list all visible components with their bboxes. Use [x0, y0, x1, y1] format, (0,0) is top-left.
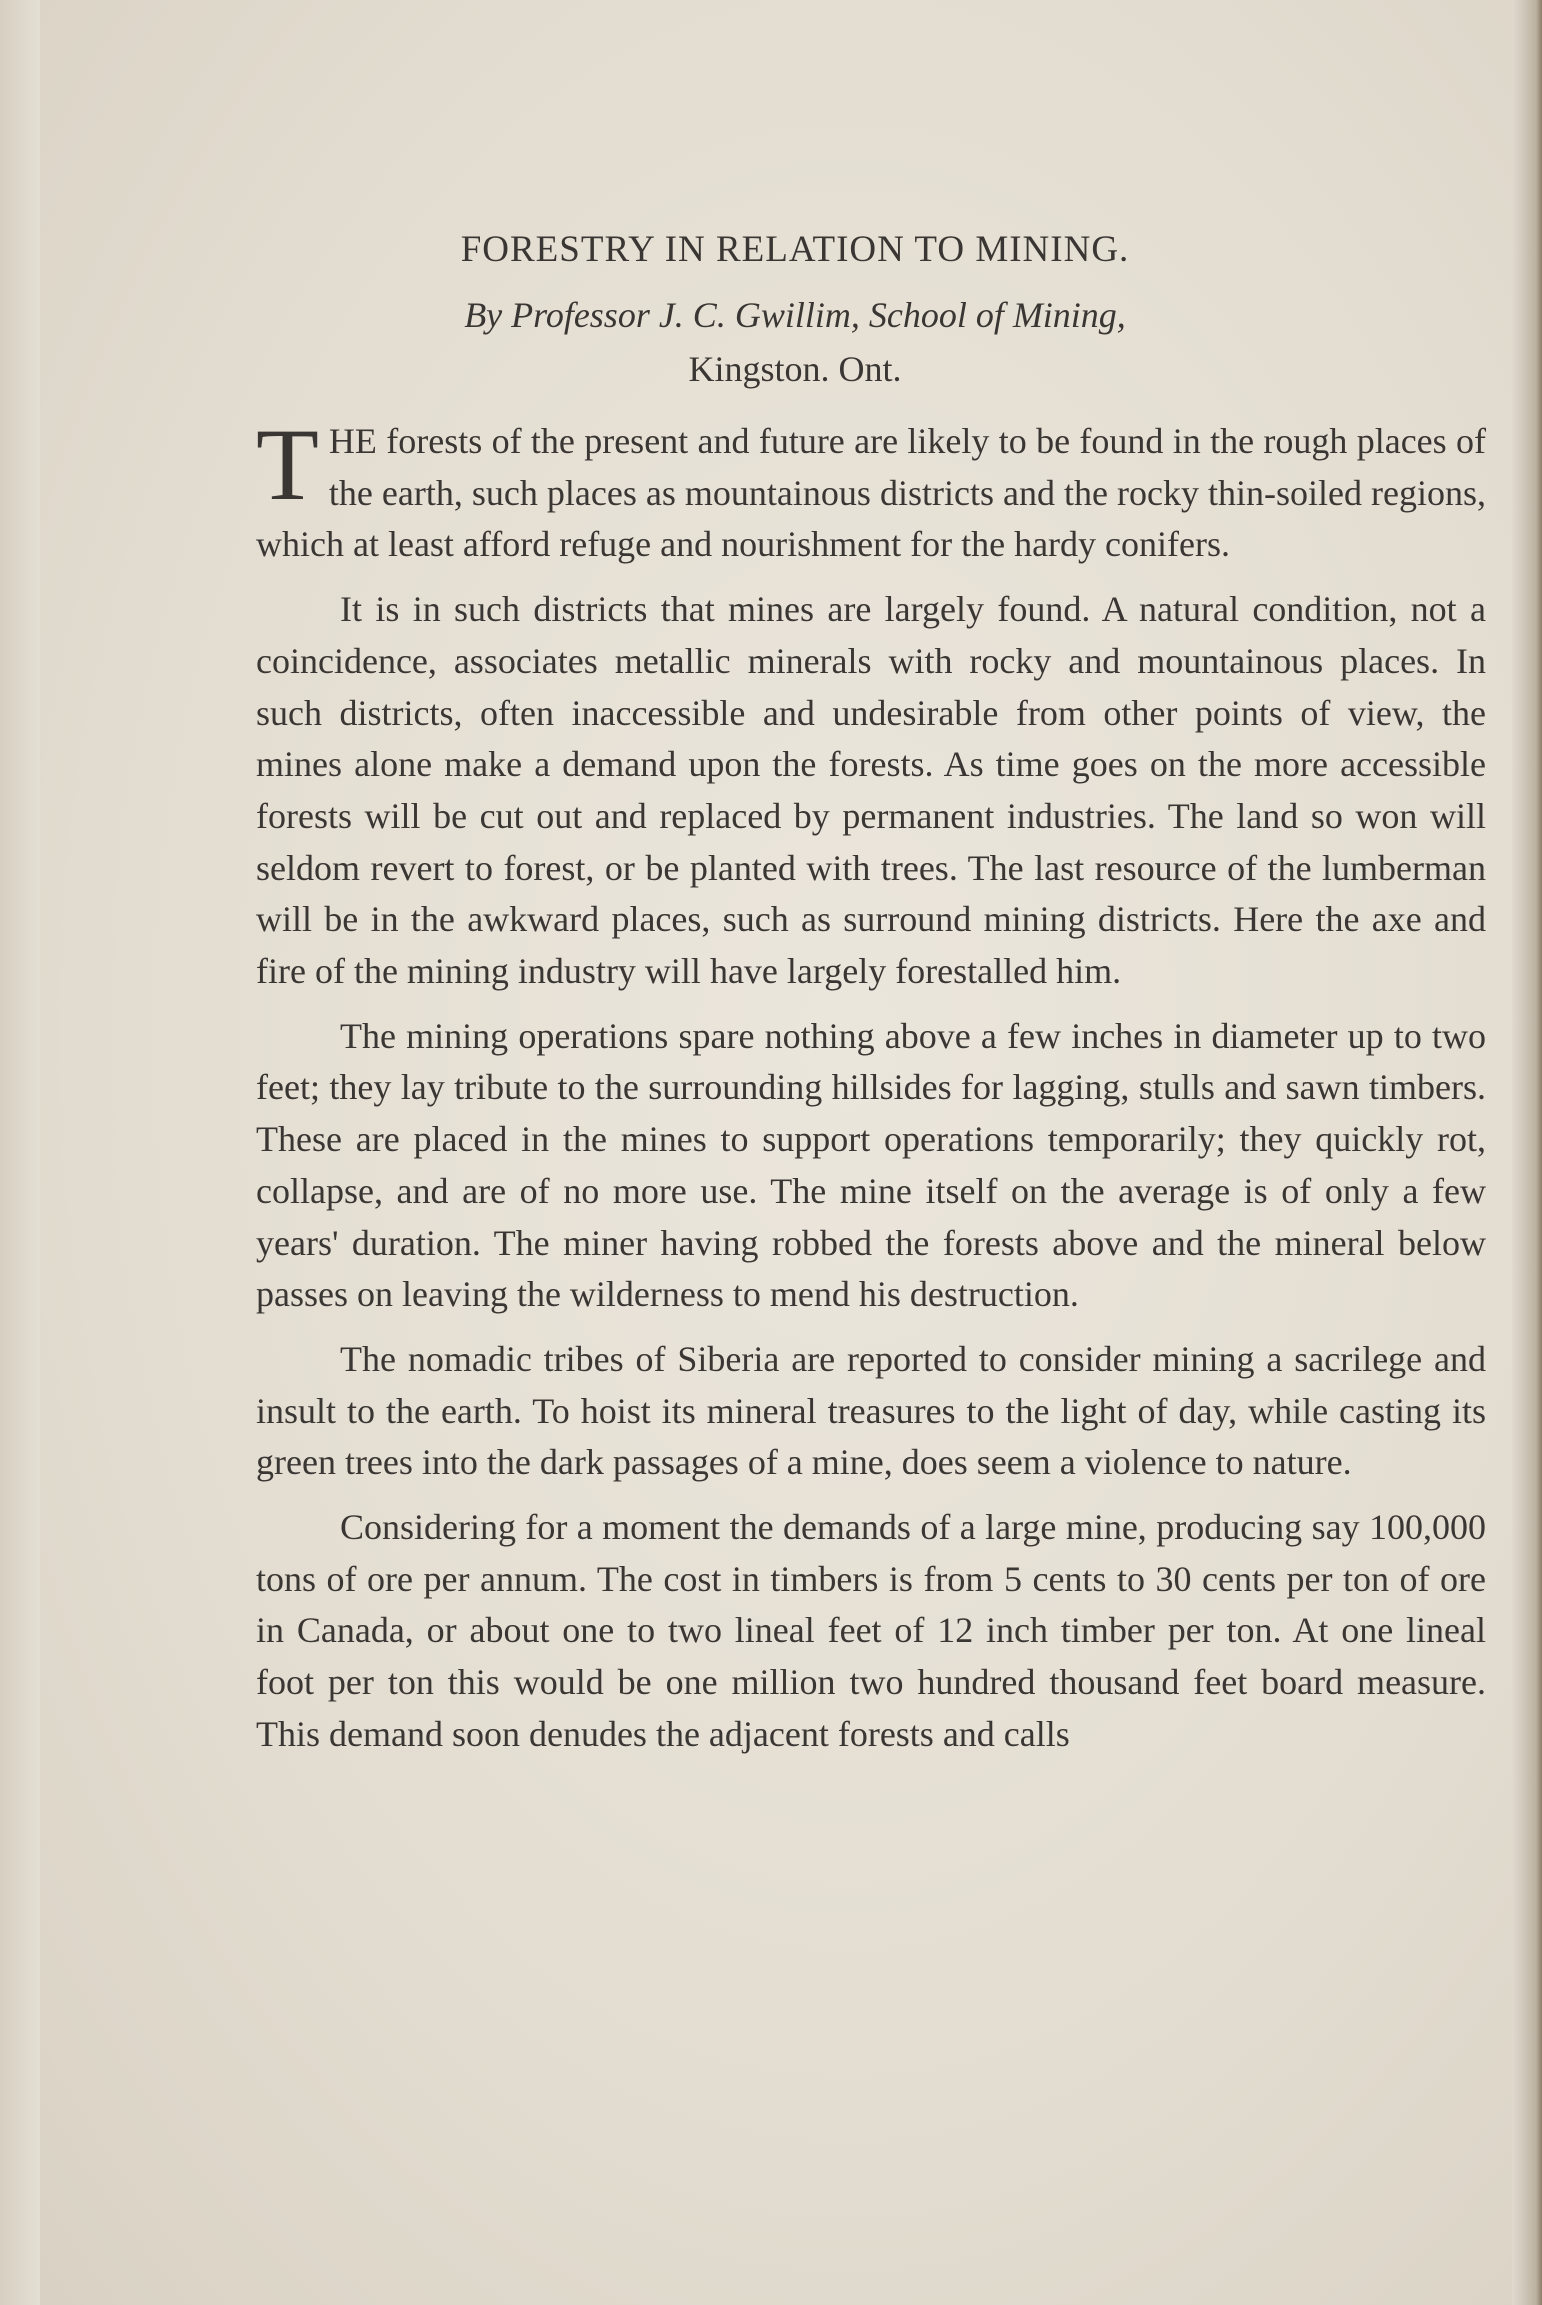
paragraph-3: The mining operations spare nothing above a few inches in diameter up to two feet; they lay tribute to the surrounding hillsides for lagging, stulls and sawn timbers. These are placed in the mines to support operations temporarily; they quickly rot, collapse, and are of no more use. The mine itself on the average is of only a few years' duration. The miner having robbed the forests above and the mineral below passes on leaving the wilderness to mend his destruction. [256, 1015, 1486, 1315]
book-gutter [0, 0, 40, 2305]
article-title: FORESTRY IN RELATION TO MINING. [460, 229, 1130, 270]
paragraph-1 [256, 408, 1486, 571]
paragraph-1-text: HE forests of the present and future are likely to be found in the rough places of the earth, such places as mountainous districts and the rocky thin-soiled regions, which at least afford refuge and nourishment for the hardy conifers. [256, 421, 1486, 565]
drop-cap: T [256, 408, 319, 522]
paragraph-2: It is in such districts that mines are largely found. A natural condition, not a coincidence, associates metallic minerals with rocky and mountainous places. In such districts, often inaccessible and undesirable from other points of view, the mines alone make a demand upon the forests. As time goes on the more accessible forests will be cut out and replaced by permanent industries. The land so won will seldom revert to forest, or be planted with trees. The last resource of the lumberman will be in the awkward places, such as surround mining districts. Here the axe and fire of the mining industry will have largely forestalled him. [256, 589, 1486, 992]
page-edge [1512, 0, 1542, 2305]
paragraph-4: The nomadic tribes of Siberia are reported to consider mining a sacrilege and insult to the earth. To hoist its mineral treasures to the light of day, while casting its green trees into the dark passages of a mine, does seem a violence to nature. [256, 1338, 1486, 1483]
article-byline: By Professor J. C. Gwillim, School of Mining, [464, 295, 1126, 335]
article-location: Kingston. Ont. [688, 349, 902, 389]
paragraph-5: Considering for a moment the demands of a large mine, producing say 100,000 tons of ore per annum. The cost in timbers is from 5 cents to 30 cents per ton of ore in Canada, or about one to two lineal feet of 12 inch timber per ton. At one lineal foot per ton this would be one million two hundred thousand feet board measure. This demand soon denudes the adjacent forests and calls [256, 1507, 1486, 1754]
article-body [256, 408, 1486, 1761]
